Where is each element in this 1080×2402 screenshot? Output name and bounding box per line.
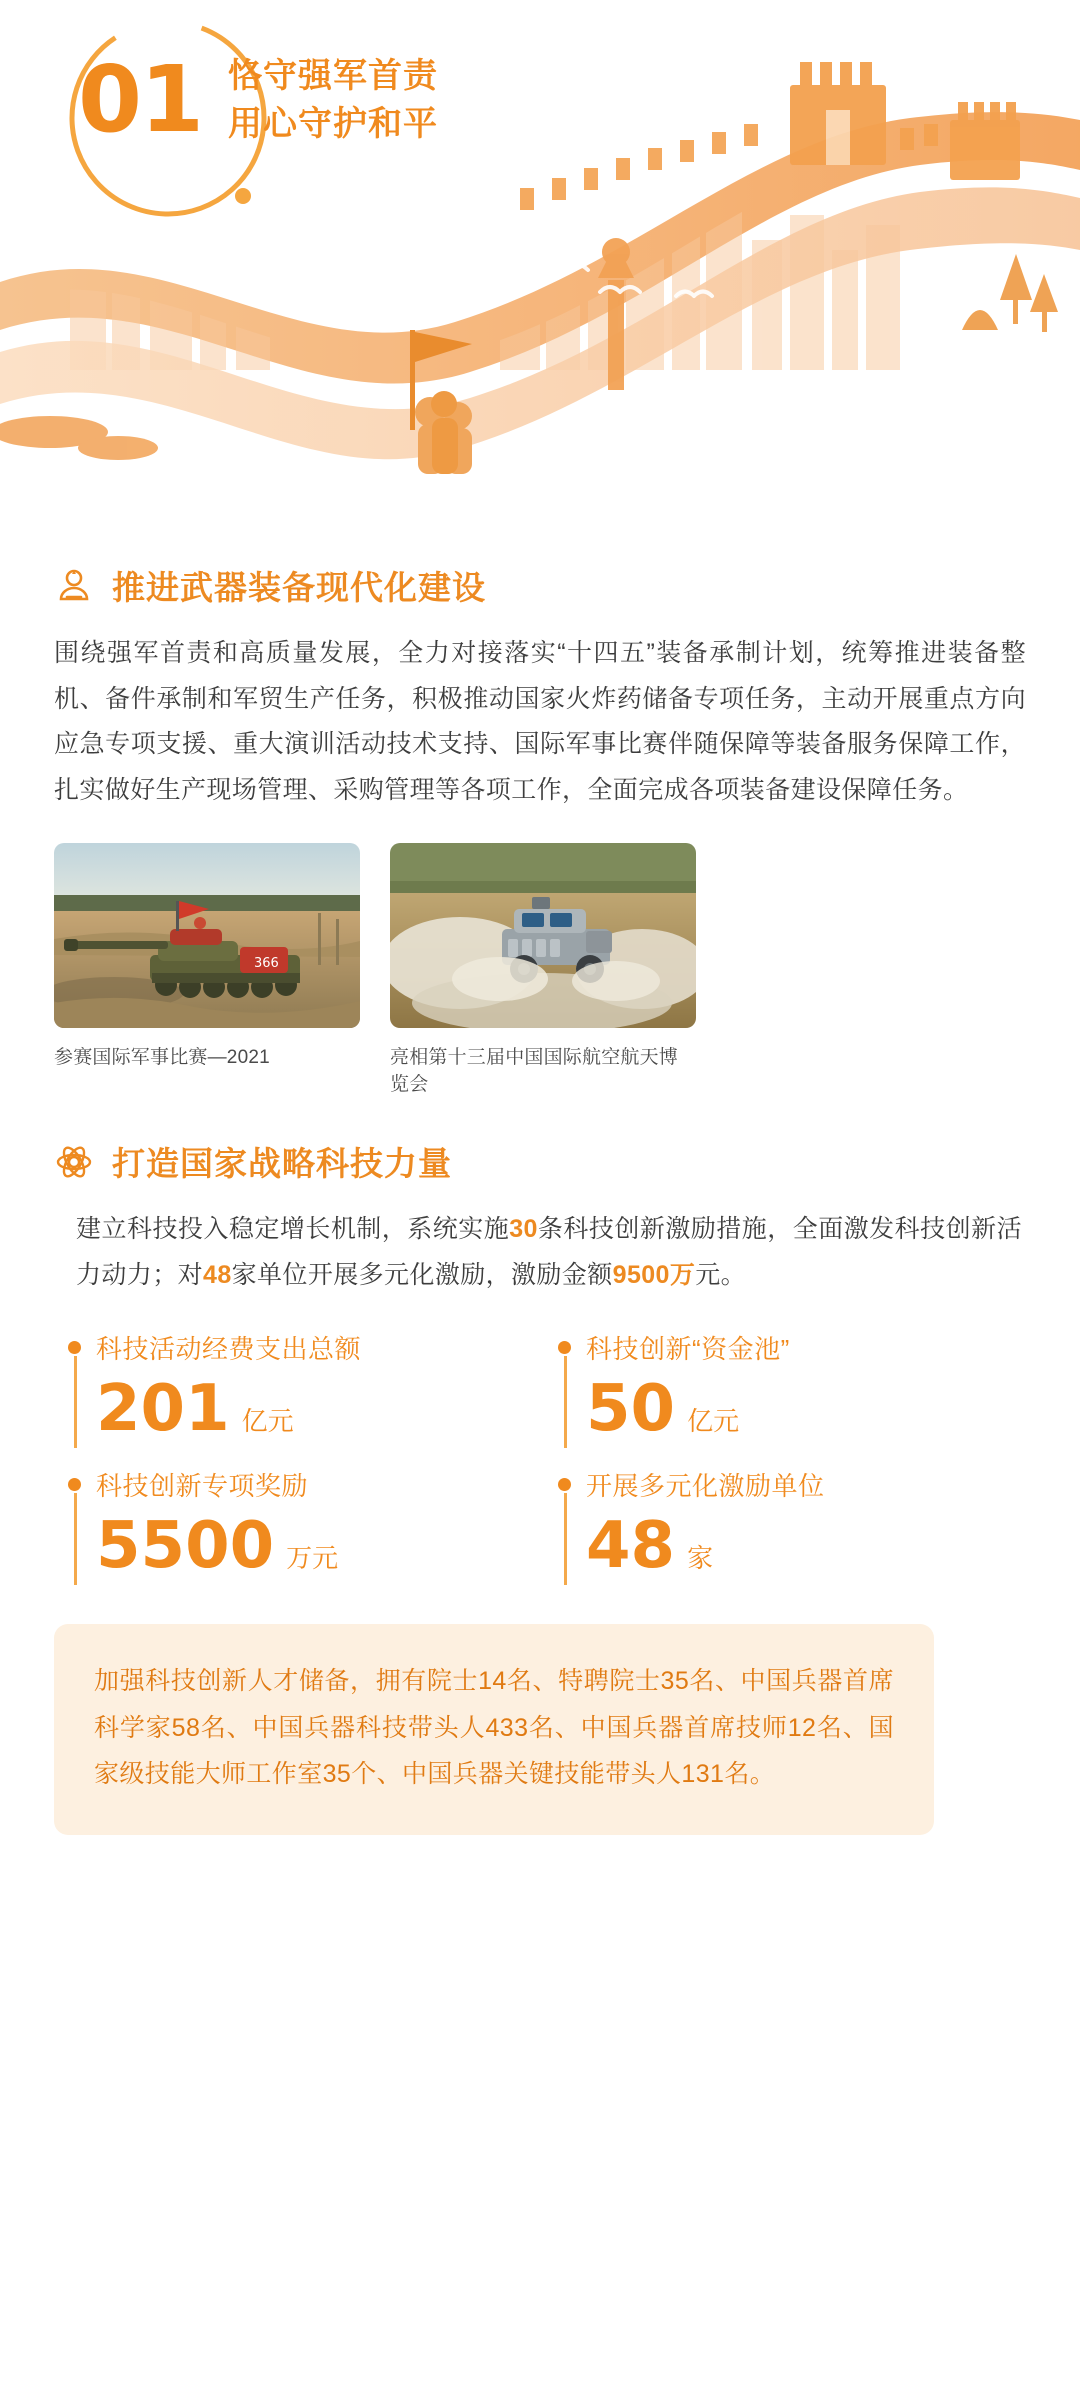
- highlight-number: 48: [203, 1260, 232, 1289]
- svg-text:366: 366: [254, 956, 279, 971]
- paragraph-text: 条科技创新激励措施，全面激发科技创新活力动力；对: [76, 1215, 1022, 1289]
- section-title: 打造国家战略科技力量: [112, 1145, 452, 1182]
- paragraph-text: 建立科技投入稳定增长机制，系统实施: [76, 1215, 510, 1243]
- section-header: [54, 562, 1026, 609]
- stat-unit: 亿元: [241, 1406, 294, 1437]
- section-number: 01: [78, 46, 203, 154]
- photo-caption: 参赛国际军事比赛—2021: [54, 1047, 270, 1068]
- stat-rail: [564, 1493, 567, 1585]
- bullet-dot: [68, 1478, 81, 1491]
- armored-vehicle-photo: [390, 843, 696, 1028]
- page-title: [228, 52, 438, 149]
- stat-label: 开展多元化激励单位: [586, 1471, 825, 1502]
- highlight-number: 9500万: [612, 1260, 696, 1289]
- stat-number: 50: [586, 1372, 676, 1447]
- atom-icon: [54, 1142, 94, 1182]
- stat-unit: 家: [687, 1543, 714, 1574]
- tank-photo: [54, 843, 360, 1028]
- stat-value: [586, 1509, 1026, 1584]
- callout-box: [54, 1624, 934, 1835]
- section-title: 推进武器装备现代化建设: [112, 569, 486, 606]
- hero-heading-line-1: 恪守强军首责: [228, 57, 439, 95]
- stat-card: [68, 1334, 536, 1447]
- hero-heading-line-2: 用心守护和平: [228, 105, 439, 144]
- callout-text: 加强科技创新人才储备，拥有院士14名、特聘院士35名、中国兵器首席科学家58名、中国兵器科技带头人433名、中国兵器首席技师12名、国家级技能大师工作室35个、中国兵器关键技能带头人131名。: [94, 1667, 894, 1788]
- bullet-dot: [558, 1478, 571, 1491]
- stat-label: 科技创新“资金池”: [586, 1334, 790, 1364]
- stat-rail: [564, 1356, 567, 1448]
- stat-label: 科技创新专项奖励: [96, 1471, 309, 1502]
- stat-value: [586, 1372, 1026, 1447]
- stat-number: 5500: [96, 1509, 275, 1584]
- photo-row: [54, 843, 1026, 1096]
- stat-unit: 万元: [286, 1543, 339, 1574]
- section-strategic-technology: [0, 1138, 1080, 1584]
- stat-value: [96, 1509, 536, 1584]
- stat-number: 48: [586, 1509, 676, 1584]
- paragraph-text: 家单位开展多元化激励，激励金额: [231, 1260, 613, 1289]
- photo-caption: 亮相第十三届中国国际航空航天博览会: [390, 1047, 679, 1095]
- stats-grid: [54, 1334, 1026, 1584]
- stat-card: [68, 1471, 536, 1584]
- award-person-icon: [54, 566, 94, 606]
- stat-rail: [74, 1493, 77, 1585]
- stat-unit: 亿元: [687, 1406, 740, 1437]
- section-header: [54, 1138, 1026, 1185]
- bullet-dot: [558, 1341, 571, 1354]
- stat-card: [558, 1334, 1026, 1447]
- paragraph-text: 元。: [695, 1260, 747, 1289]
- stat-label: 科技活动经费支出总额: [96, 1334, 362, 1364]
- section-weapons-modernization: [0, 562, 1080, 1096]
- photo-card-vehicle: [390, 843, 696, 1096]
- stat-value: [96, 1372, 536, 1447]
- hero-banner: [0, 0, 1080, 520]
- section-paragraph: 围绕强军首责和高质量发展，全力对接落实“十四五”装备承制计划，统筹推进装备整机、备件承制和军贸生产任务，积极推动国家火炸药储备专项任务，主动开展重点方向应急专项支援、重大演训活动技术支持、国际军事比赛伴随保障等装备服务保障工作，扎实做好生产现场管理、采购管理等各项工作，全面完成各项装备建设保障任务。: [54, 639, 1026, 804]
- highlight-number: 30: [509, 1215, 538, 1243]
- stat-card: [558, 1471, 1026, 1584]
- photo-card-tank: [54, 843, 360, 1096]
- stat-rail: [74, 1356, 77, 1448]
- hero-title-block: [78, 46, 439, 154]
- bottom-spacer: [0, 1835, 1080, 1895]
- stat-number: 201: [96, 1372, 230, 1447]
- bullet-dot: [68, 1341, 81, 1354]
- section-paragraph: [54, 1207, 1026, 1298]
